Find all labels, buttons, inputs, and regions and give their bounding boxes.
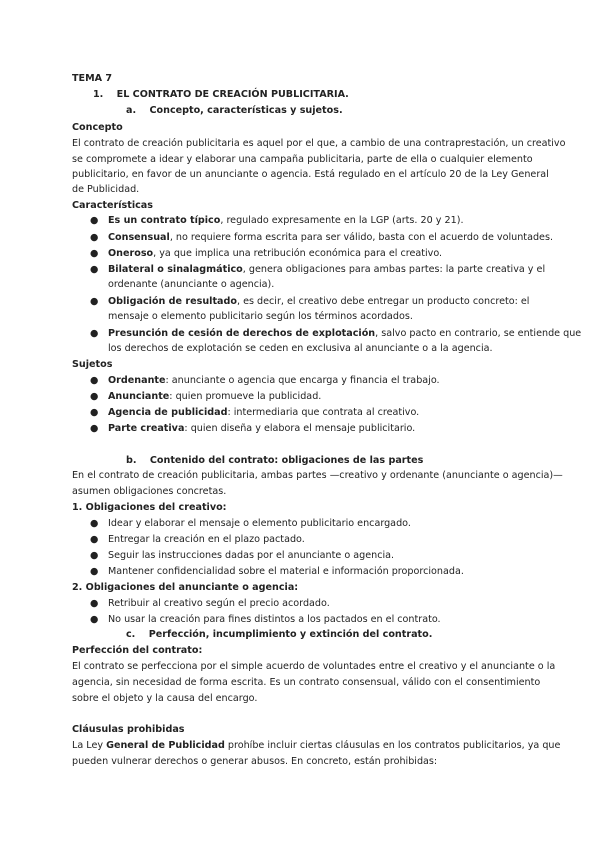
topic-title: TEMA 7 <box>72 73 113 84</box>
bullet-icon: ● <box>90 328 99 339</box>
bullet-icon: ● <box>90 215 99 226</box>
bullet-icon: ● <box>90 232 99 243</box>
list-item: Agencia de publicidad: intermediaria que contrata al creativo. <box>108 407 420 418</box>
bullet-icon: ● <box>90 566 99 577</box>
bullet-icon: ● <box>90 407 99 418</box>
obligaciones-creativo-heading: 1. Obligaciones del creativo: <box>72 502 227 513</box>
list-item-continuation: mensaje o elemento publicitario según los términos acordados. <box>108 311 413 322</box>
list-item: Ordenante: anunciante o agencia que encarga y financia el trabajo. <box>108 375 440 386</box>
list-item: Idear y elaborar el mensaje o elemento publicitario encargado. <box>108 518 411 529</box>
caracteristicas-heading: Características <box>72 200 153 211</box>
concepto-line: de Publicidad. <box>72 184 140 195</box>
subsection-a-heading: a. Concepto, características y sujetos. <box>126 105 343 116</box>
bullet-icon: ● <box>90 423 99 434</box>
obligaciones-anunciante-heading: 2. Obligaciones del anunciante o agencia: <box>72 582 299 593</box>
concepto-heading: Concepto <box>72 122 123 133</box>
bullet-icon: ● <box>90 598 99 609</box>
list-item-continuation: los derechos de explotación se ceden en exclusiva al anunciante o a la agencia. <box>108 343 493 354</box>
list-item: Obligación de resultado, es decir, el creativo debe entregar un producto concreto: el <box>108 296 530 307</box>
bullet-icon: ● <box>90 550 99 561</box>
bullet-icon: ● <box>90 614 99 625</box>
clausulas-line: La Ley General de Publicidad prohíbe incluir ciertas cláusulas en los contratos publicitarios, ya que <box>72 740 561 751</box>
list-item: Es un contrato típico, regulado expresamente en la LGP (arts. 20 y 21). <box>108 215 464 226</box>
contenido-line: asumen obligaciones concretas. <box>72 486 227 497</box>
bullet-icon: ● <box>90 264 99 275</box>
concepto-line: se compromete a idear y elaborar una campaña publicitaria, parte de ella o cualquier elemento <box>72 154 533 165</box>
list-item: Consensual, no requiere forma escrita para ser válido, basta con el acuerdo de voluntades. <box>108 232 553 243</box>
bullet-icon: ● <box>90 534 99 545</box>
sujetos-heading: Sujetos <box>72 359 113 370</box>
concepto-line: El contrato de creación publicitaria es aquel por el que, a cambio de una contraprestación, un creativo <box>72 138 566 149</box>
list-item: Retribuir al creativo según el precio acordado. <box>108 598 330 609</box>
clausulas-heading: Cláusulas prohibidas <box>72 724 185 735</box>
contenido-line: En el contrato de creación publicitaria, ambas partes —creativo y ordenante (anunciante o agencia)— <box>72 470 563 481</box>
bullet-icon: ● <box>90 518 99 529</box>
list-item: No usar la creación para fines distintos a los pactados en el contrato. <box>108 614 441 625</box>
list-item-continuation: ordenante (anunciante o agencia). <box>108 279 275 290</box>
list-item: Presunción de cesión de derechos de explotación, salvo pacto en contrario, se entiende que <box>108 328 582 339</box>
bullet-icon: ● <box>90 296 99 307</box>
perfeccion-heading: Perfección del contrato: <box>72 645 203 656</box>
list-item: Entregar la creación en el plazo pactado. <box>108 534 305 545</box>
subsection-b-heading: b. Contenido del contrato: obligaciones de las partes <box>126 455 424 466</box>
list-item: Anunciante: quien promueve la publicidad. <box>108 391 322 402</box>
perfeccion-line: El contrato se perfecciona por el simple acuerdo de voluntades entre el creativo y el anunciante o la <box>72 661 556 672</box>
bullet-icon: ● <box>90 248 99 259</box>
perfeccion-line: agencia, sin necesidad de forma escrita. Es un contrato consensual, válido con el consentimiento <box>72 677 541 688</box>
perfeccion-line: sobre el objeto y la causa del encargo. <box>72 693 258 704</box>
list-item: Bilateral o sinalagmático, genera obligaciones para ambas partes: la parte creativa y el <box>108 264 546 275</box>
section-1-heading: 1. EL CONTRATO DE CREACIÓN PUBLICITARIA. <box>93 89 349 100</box>
subsection-c-heading: c. Perfección, incumplimiento y extinción del contrato. <box>126 629 433 640</box>
list-item: Seguir las instrucciones dadas por el anunciante o agencia. <box>108 550 395 561</box>
clausulas-line: pueden vulnerar derechos o generar abusos. En concreto, están prohibidas: <box>72 756 438 767</box>
list-item: Mantener confidencialidad sobre el material e información proporcionada. <box>108 566 464 577</box>
bullet-icon: ● <box>90 391 99 402</box>
list-item: Parte creativa: quien diseña y elabora el mensaje publicitario. <box>108 423 416 434</box>
list-item: Oneroso, ya que implica una retribución económica para el creativo. <box>108 248 443 259</box>
bullet-icon: ● <box>90 375 99 386</box>
concepto-line: publicitario, en favor de un anunciante o agencia. Está regulado en el artículo 20 de la Ley General <box>72 169 549 180</box>
